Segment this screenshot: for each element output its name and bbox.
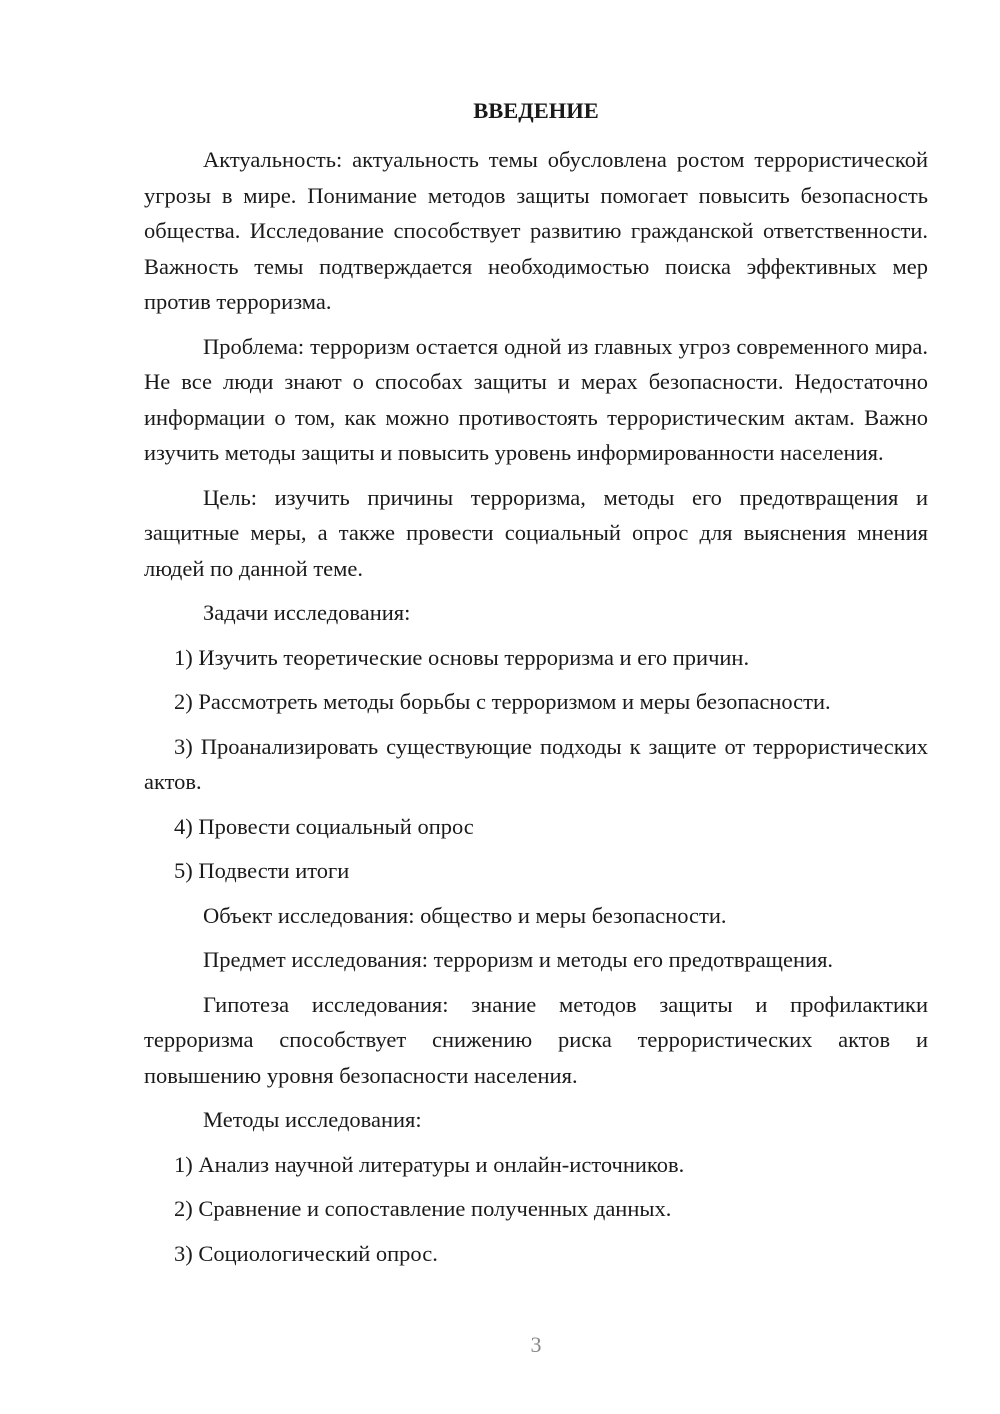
- method-item: 1) Анализ научной литературы и онлайн-источников.: [174, 1151, 685, 1177]
- methods-heading: Методы исследования:: [203, 1107, 422, 1132]
- task-item: 1) Изучить теоретические основы терроризма и его причин.: [174, 644, 750, 670]
- task-item: 2) Рассмотреть методы борьбы с терроризмом и меры безопасности.: [174, 689, 831, 714]
- method-item: 2) Сравнение и сопоставление полученных данных.: [174, 1196, 672, 1221]
- task-item: 3) Проанализировать существующие подходы к защите от террористических актов.: [144, 733, 928, 794]
- section-heading: ВВЕДЕНИЕ: [473, 98, 599, 123]
- tasks-heading: Задачи исследования:: [203, 600, 411, 625]
- page-content: [144, 93, 928, 1280]
- goal-paragraph: Цель: изучить причины терроризма, методы его предотвращения и защитные меры, а также провести социальный опрос для выяснения мнения людей по данной теме.: [144, 484, 928, 581]
- problem-paragraph: Проблема: терроризм остается одной из главных угроз современного мира. Не все люди знают о способах защиты и мерах безопасности. Недостаточно информации о том, как можно противостоять террористическим актам. Важно изучить методы защиты и повысить уровень информированности населения.: [144, 333, 928, 465]
- research-object: Объект исследования: общество и меры безопасности.: [203, 902, 727, 928]
- research-hypothesis: Гипотеза исследования: знание методов защиты и профилактики терроризма способствует снижению риска террористических актов и повышению уровня безопасности населения.: [144, 991, 928, 1088]
- method-item: 3) Социологический опрос.: [174, 1240, 438, 1266]
- task-item: 4) Провести социальный опрос: [174, 813, 474, 839]
- page-number: 3: [530, 1332, 542, 1357]
- relevance-paragraph: Актуальность: актуальность темы обусловлена ростом террористической угрозы в мире. Понимание методов защиты помогает повысить безопасность общества. Исследование способствует развитию гражданской ответственности. Важность темы подтверждается необходимостью поиска эффективных мер против терроризма.: [144, 147, 928, 314]
- research-subject: Предмет исследования: терроризм и методы его предотвращения.: [203, 947, 834, 972]
- task-item: 5) Подвести итоги: [174, 858, 350, 883]
